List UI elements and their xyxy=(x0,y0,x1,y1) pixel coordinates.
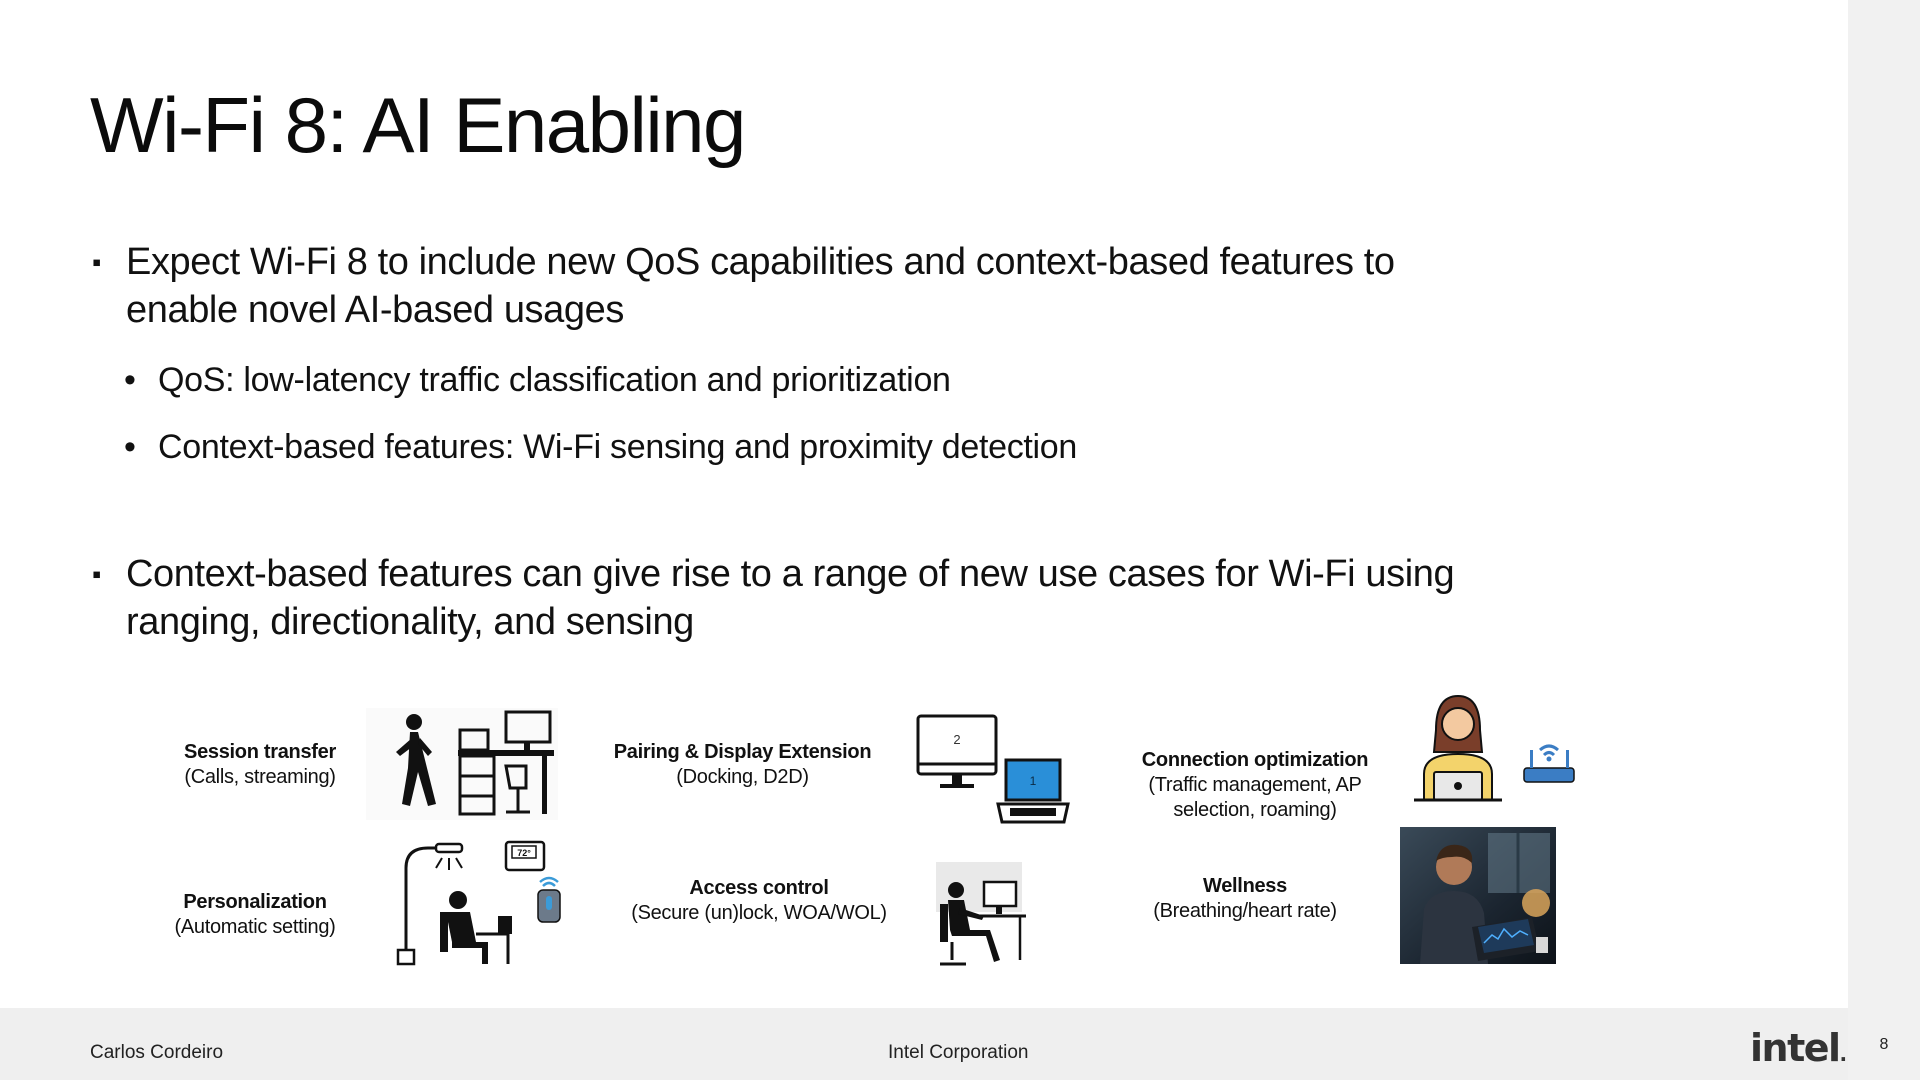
footer-company: Intel Corporation xyxy=(888,1042,1029,1063)
use-case-name: Wellness xyxy=(1203,875,1287,897)
person-at-computer-icon xyxy=(930,860,1034,972)
use-case-name: Access control xyxy=(689,877,829,899)
person-lamp-thermostat-icon xyxy=(396,838,566,968)
sub-bullet-marker: • xyxy=(124,428,136,466)
use-case-pairing xyxy=(610,740,875,790)
footer-author: Carlos Cordeiro xyxy=(90,1042,224,1063)
use-case-session-transfer xyxy=(160,740,360,790)
use-case-desc: (Docking, D2D) xyxy=(676,766,809,788)
use-case-name: Pairing & Display Extension xyxy=(613,741,872,763)
person-laptop-router-icon xyxy=(1410,690,1580,806)
sub-bullet-text: QoS: low-latency traffic classification and prioritization xyxy=(158,361,951,399)
bullet-1 xyxy=(92,238,1472,334)
sub-bullet-text: Context-based features: Wi-Fi sensing and proximity detection xyxy=(158,428,1078,466)
use-case-connection-optimization xyxy=(1130,748,1380,823)
intel-logo: intel. xyxy=(1750,1026,1846,1070)
side-strip xyxy=(1848,0,1920,1080)
use-case-desc: (Traffic management, AP selection, roaming) xyxy=(1148,774,1362,821)
sub-bullet-qos xyxy=(124,358,951,402)
footer xyxy=(0,1008,1848,1080)
use-case-desc: (Calls, streaming) xyxy=(184,766,336,788)
use-case-wellness xyxy=(1135,874,1355,924)
laptop-screen-label: 1 xyxy=(1029,774,1037,788)
bullet-2 xyxy=(92,550,1472,646)
bullet-marker: ▪ xyxy=(92,247,101,277)
bullet-text: Context-based features can give rise to a range of new use cases for Wi-Fi using ranging, directionality, and sensing xyxy=(126,553,1455,643)
person-walking-to-desk-icon xyxy=(366,708,558,820)
use-case-name: Session transfer xyxy=(184,741,336,763)
use-case-desc: (Breathing/heart rate) xyxy=(1153,900,1337,922)
slide-title: Wi-Fi 8: AI Enabling xyxy=(90,81,745,169)
bullet-text: Expect Wi-Fi 8 to include new QoS capabilities and context-based features to enable novel AI-based usages xyxy=(126,241,1395,331)
wellness-photo xyxy=(1400,827,1556,964)
use-case-desc: (Secure (un)lock, WOA/WOL) xyxy=(631,902,887,924)
thermostat-reading: 72° xyxy=(517,848,531,858)
sub-bullet-marker: • xyxy=(124,361,136,399)
use-case-name: Personalization xyxy=(183,891,327,913)
intel-logo-text: intel xyxy=(1750,1026,1840,1070)
sub-bullet-context xyxy=(124,425,1077,469)
monitor-screen-label: 2 xyxy=(953,732,961,747)
use-case-personalization xyxy=(150,890,360,940)
use-case-name: Connection optimization xyxy=(1141,749,1369,771)
page-number: 8 xyxy=(1879,1036,1889,1053)
use-case-desc: (Automatic setting) xyxy=(174,916,336,938)
bullet-marker: ▪ xyxy=(92,559,101,589)
monitor-laptop-icon xyxy=(914,712,1070,828)
use-case-access-control xyxy=(612,876,906,926)
